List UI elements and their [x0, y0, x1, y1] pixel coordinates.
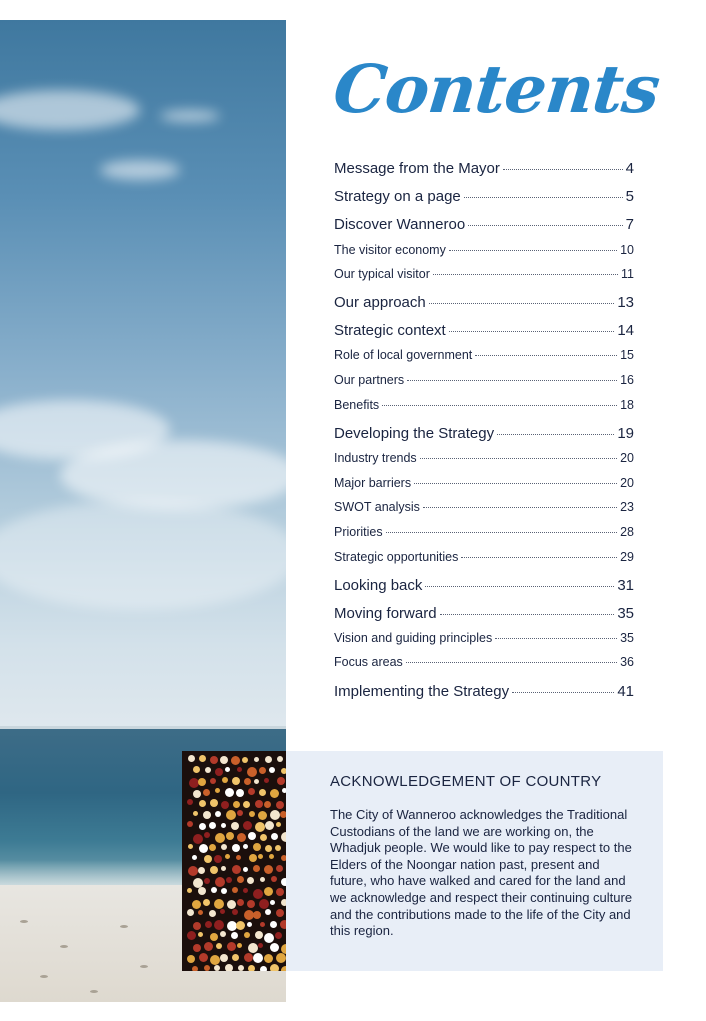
toc-entry[interactable] — [334, 577, 634, 594]
art-dot — [242, 757, 248, 763]
art-dot — [205, 767, 211, 773]
art-dot — [260, 966, 267, 971]
art-dot — [221, 801, 229, 809]
art-dot — [276, 822, 281, 827]
art-dot — [236, 855, 241, 860]
art-dot — [270, 789, 279, 798]
art-dot — [227, 942, 236, 951]
toc-entry-page: 19 — [617, 425, 634, 442]
toc-entry[interactable] — [334, 348, 634, 362]
art-dot — [220, 954, 228, 962]
toc-entry[interactable] — [334, 373, 634, 387]
dot-leader — [386, 532, 617, 533]
toc-entry-page: 18 — [620, 398, 634, 412]
art-dot — [243, 867, 248, 872]
art-dot — [199, 800, 206, 807]
art-dot — [236, 921, 245, 930]
art-dot — [265, 756, 272, 763]
art-dot — [226, 810, 236, 820]
art-dot — [220, 909, 225, 914]
dot-leader — [495, 638, 617, 639]
art-dot — [270, 900, 275, 905]
art-dot — [275, 932, 282, 939]
art-dot — [214, 899, 224, 909]
art-dot — [210, 799, 218, 807]
toc-entry-page: 15 — [620, 348, 634, 362]
toc-entry-label: Role of local government — [334, 348, 473, 362]
art-dot — [264, 865, 273, 874]
art-dot — [244, 778, 251, 785]
art-dot — [247, 877, 254, 884]
art-dot — [199, 844, 208, 853]
art-dot — [199, 823, 206, 830]
toc-entry[interactable] — [334, 631, 634, 645]
dot-leader — [497, 434, 614, 435]
dot-leader — [449, 250, 617, 251]
art-dot — [205, 921, 212, 928]
art-dot — [192, 900, 201, 909]
art-dot — [193, 834, 203, 844]
toc-entry[interactable] — [334, 500, 634, 514]
toc-entry[interactable] — [334, 476, 634, 490]
art-dot — [231, 932, 238, 939]
art-dot — [260, 834, 267, 841]
aboriginal-dot-artwork — [182, 751, 286, 971]
art-dot — [216, 943, 222, 949]
art-dot — [198, 867, 205, 874]
toc-entry-page: 16 — [620, 373, 634, 387]
art-dot — [225, 964, 233, 971]
art-dot — [203, 789, 210, 796]
art-dot — [253, 843, 261, 851]
toc-entry[interactable] — [334, 294, 634, 311]
dot-leader — [407, 380, 617, 381]
art-dot — [210, 866, 218, 874]
art-dot — [221, 823, 226, 828]
art-dot — [270, 943, 279, 952]
art-dot — [276, 801, 284, 809]
toc-entry-page: 11 — [621, 267, 634, 281]
art-dot — [277, 756, 283, 762]
toc-entry[interactable] — [334, 655, 634, 669]
art-dot — [198, 778, 206, 786]
art-dot — [271, 833, 278, 840]
art-dot — [249, 811, 255, 817]
art-dot — [220, 931, 226, 937]
toc-entry-page: 23 — [620, 500, 634, 514]
art-dot — [247, 922, 252, 927]
acknowledgement-box — [286, 751, 663, 971]
toc-entry-label: Our approach — [334, 294, 426, 311]
toc-entry[interactable] — [334, 398, 634, 412]
art-dot — [238, 965, 244, 971]
art-dot — [254, 757, 259, 762]
art-dot — [265, 821, 274, 830]
art-dot — [193, 766, 200, 773]
art-dot — [258, 811, 267, 820]
toc-entry-label: Looking back — [334, 577, 423, 594]
dot-leader — [425, 586, 614, 587]
art-dot — [220, 756, 228, 764]
toc-entry-page: 20 — [620, 451, 634, 465]
art-dot — [188, 844, 193, 849]
toc-entry-label: Strategic context — [334, 322, 446, 339]
art-dot — [255, 800, 263, 808]
art-dot — [215, 811, 221, 817]
toc-entry[interactable] — [334, 605, 634, 622]
dot-leader — [406, 662, 617, 663]
toc-entry-page: 35 — [620, 631, 634, 645]
art-dot — [198, 910, 203, 915]
toc-entry-label: Major barriers — [334, 476, 412, 490]
art-dot — [215, 768, 223, 776]
page-title: Contents — [329, 50, 663, 128]
toc-entry-label: Strategic opportunities — [334, 550, 459, 564]
pebble — [120, 925, 128, 928]
art-dot — [233, 801, 240, 808]
toc-entry-page: 13 — [617, 294, 634, 311]
toc-entry[interactable] — [334, 550, 634, 564]
art-dot — [248, 943, 258, 953]
art-dot — [225, 788, 234, 797]
pebble — [90, 990, 98, 993]
art-dot — [193, 790, 201, 798]
toc-entry-label: Strategy on a page — [334, 188, 461, 205]
art-dot — [259, 899, 269, 909]
toc-entry-page: 14 — [617, 322, 634, 339]
art-dot — [188, 866, 198, 876]
art-dot — [276, 888, 284, 896]
toc-entry-page: 4 — [625, 160, 634, 177]
art-dot — [232, 865, 241, 874]
art-dot — [264, 801, 271, 808]
art-dot — [244, 953, 253, 962]
toc-entry-label: Benefits — [334, 398, 380, 412]
art-dot — [231, 756, 240, 765]
art-dot — [248, 965, 255, 971]
art-dot — [249, 854, 257, 862]
toc-entry-label: Our partners — [334, 373, 405, 387]
toc-entry-page: 29 — [620, 550, 634, 564]
art-dot — [193, 944, 201, 952]
art-dot — [271, 876, 277, 882]
art-dot — [269, 854, 274, 859]
art-dot — [232, 844, 240, 852]
dot-leader — [461, 557, 617, 558]
art-dot — [276, 865, 283, 872]
art-dot — [204, 965, 210, 971]
toc-entry-label: Vision and guiding principles — [334, 631, 493, 645]
art-dot — [247, 900, 255, 908]
art-dot — [236, 789, 244, 797]
acknowledgement-heading: ACKNOWLEDGEMENT OF COUNTRY — [330, 773, 602, 790]
dot-leader — [464, 197, 623, 198]
art-dot — [204, 942, 213, 951]
art-dot — [210, 933, 218, 941]
dot-leader — [449, 331, 615, 332]
art-dot — [248, 832, 256, 840]
art-dot — [210, 955, 220, 965]
art-dot — [253, 953, 263, 963]
art-dot — [264, 933, 274, 943]
dot-leader — [429, 303, 615, 304]
art-dot — [225, 854, 230, 859]
toc-entry-label: Moving forward — [334, 605, 437, 622]
toc-entry-label: Message from the Mayor — [334, 160, 500, 177]
art-dot — [210, 778, 216, 784]
art-dot — [221, 888, 227, 894]
toc-entry[interactable] — [334, 451, 634, 465]
art-dot — [237, 876, 244, 883]
acknowledgement-body: The City of Wanneroo acknowledges the Traditional Custodians of the land we are working on, the Whadjuk people. We would like to pay respect to the Elders of the Noongar nation past, present and future, who have walked and cared for the land and we acknowledge and respect their continuing culture and the contributions made to the life of the City and this region. — [330, 807, 633, 939]
art-dot — [275, 845, 281, 851]
art-dot — [276, 953, 286, 963]
art-dot — [232, 909, 238, 915]
art-dot — [269, 767, 275, 773]
art-dot — [260, 922, 265, 927]
art-dot — [204, 878, 210, 884]
dot-leader — [468, 225, 622, 226]
toc-entry-label: Focus areas — [334, 655, 403, 669]
art-dot — [198, 887, 206, 895]
art-dot — [198, 932, 203, 937]
art-dot — [237, 833, 246, 842]
art-dot — [255, 822, 265, 832]
toc-entry-page: 35 — [617, 605, 634, 622]
art-dot — [270, 810, 280, 820]
art-dot — [264, 778, 269, 783]
art-dot — [226, 877, 232, 883]
art-dot — [259, 789, 266, 796]
toc-entry-label: SWOT analysis — [334, 500, 420, 514]
art-dot — [258, 854, 263, 859]
art-dot — [222, 777, 228, 783]
art-dot — [225, 767, 230, 772]
art-dot — [248, 788, 255, 795]
art-dot — [214, 855, 222, 863]
art-dot — [237, 810, 243, 816]
art-dot — [237, 943, 242, 948]
art-dot — [215, 788, 220, 793]
art-dot — [265, 909, 271, 915]
cloud — [160, 110, 220, 122]
cloud — [100, 160, 180, 180]
toc-entry[interactable] — [334, 188, 634, 205]
art-dot — [264, 887, 273, 896]
toc-entry-page: 28 — [620, 525, 634, 539]
art-dot — [187, 888, 192, 893]
toc-entry[interactable] — [334, 267, 634, 281]
dot-leader — [512, 692, 614, 693]
toc-entry-page: 10 — [620, 243, 634, 257]
toc-entry-page: 7 — [625, 216, 634, 233]
cloud — [60, 440, 286, 510]
art-dot — [189, 778, 199, 788]
art-dot — [215, 833, 225, 843]
art-dot — [265, 845, 272, 852]
art-dot — [193, 811, 198, 816]
art-dot — [204, 832, 210, 838]
art-dot — [231, 822, 239, 830]
toc-entry[interactable] — [334, 425, 634, 442]
toc-entry-page: 31 — [617, 577, 634, 594]
dot-leader — [475, 355, 617, 356]
art-dot — [221, 866, 226, 871]
art-dot — [232, 954, 239, 961]
art-dot — [221, 844, 227, 850]
art-dot — [204, 855, 212, 863]
art-dot — [270, 964, 279, 971]
art-dot — [237, 899, 244, 906]
art-dot — [187, 799, 193, 805]
toc-entry[interactable] — [334, 322, 634, 339]
toc-entry-label: Priorities — [334, 525, 383, 539]
dot-leader — [503, 169, 623, 170]
art-dot — [253, 889, 263, 899]
art-dot — [187, 955, 195, 963]
art-dot — [237, 767, 242, 772]
dot-leader — [440, 614, 615, 615]
toc-entry-page: 41 — [617, 683, 634, 700]
toc-entry-label: Developing the Strategy — [334, 425, 495, 442]
art-dot — [243, 801, 250, 808]
toc-entry-label: Implementing the Strategy — [334, 683, 510, 700]
toc-entry-label: Our typical visitor — [334, 267, 430, 281]
toc-entry[interactable] — [334, 683, 634, 700]
art-dot — [253, 865, 260, 872]
art-dot — [243, 821, 252, 830]
art-dot — [254, 779, 259, 784]
art-dot — [277, 777, 285, 785]
art-dot — [243, 888, 248, 893]
art-dot — [199, 755, 206, 762]
dot-leader — [420, 458, 617, 459]
art-dot — [192, 855, 197, 860]
art-dot — [203, 899, 210, 906]
pebble — [40, 975, 48, 978]
art-dot — [188, 755, 195, 762]
dot-leader — [433, 274, 618, 275]
art-dot — [214, 920, 224, 930]
dot-leader — [414, 483, 617, 484]
toc-entry[interactable] — [334, 525, 634, 539]
art-dot — [211, 887, 217, 893]
art-dot — [259, 767, 266, 774]
art-dot — [232, 777, 240, 785]
toc-entry[interactable] — [334, 160, 634, 177]
art-dot — [227, 921, 237, 931]
art-dot — [226, 832, 234, 840]
art-dot — [209, 822, 216, 829]
dot-leader — [382, 405, 617, 406]
toc-entry-page: 5 — [625, 188, 634, 205]
pebble — [140, 965, 148, 968]
toc-entry-label: The visitor economy — [334, 243, 446, 257]
toc-entry-label: Discover Wanneroo — [334, 216, 466, 233]
art-dot — [260, 877, 265, 882]
art-dot — [258, 943, 263, 948]
art-dot — [187, 821, 193, 827]
dot-leader — [423, 507, 617, 508]
art-dot — [255, 931, 263, 939]
art-dot — [199, 953, 208, 962]
toc-entry[interactable] — [334, 216, 634, 233]
pebble — [60, 945, 68, 948]
toc-entry[interactable] — [334, 243, 634, 257]
art-dot — [210, 756, 218, 764]
art-dot — [270, 921, 277, 928]
art-dot — [264, 954, 273, 963]
art-dot — [209, 910, 216, 917]
art-dot — [253, 911, 261, 919]
art-dot — [187, 909, 194, 916]
art-dot — [215, 877, 225, 887]
art-dot — [232, 887, 238, 893]
art-dot — [247, 767, 257, 777]
toc-entry-page: 36 — [620, 655, 634, 669]
art-dot — [209, 844, 216, 851]
art-dot — [203, 811, 211, 819]
art-dot — [243, 844, 248, 849]
toc-entry-page: 20 — [620, 476, 634, 490]
art-dot — [276, 909, 284, 917]
art-dot — [214, 965, 220, 971]
art-dot — [227, 900, 236, 909]
pebble — [20, 920, 28, 923]
art-dot — [193, 922, 201, 930]
art-dot — [192, 966, 198, 971]
art-dot — [187, 931, 196, 940]
art-dot — [244, 932, 250, 938]
cloud — [0, 500, 286, 610]
toc-entry-label: Industry trends — [334, 451, 417, 465]
